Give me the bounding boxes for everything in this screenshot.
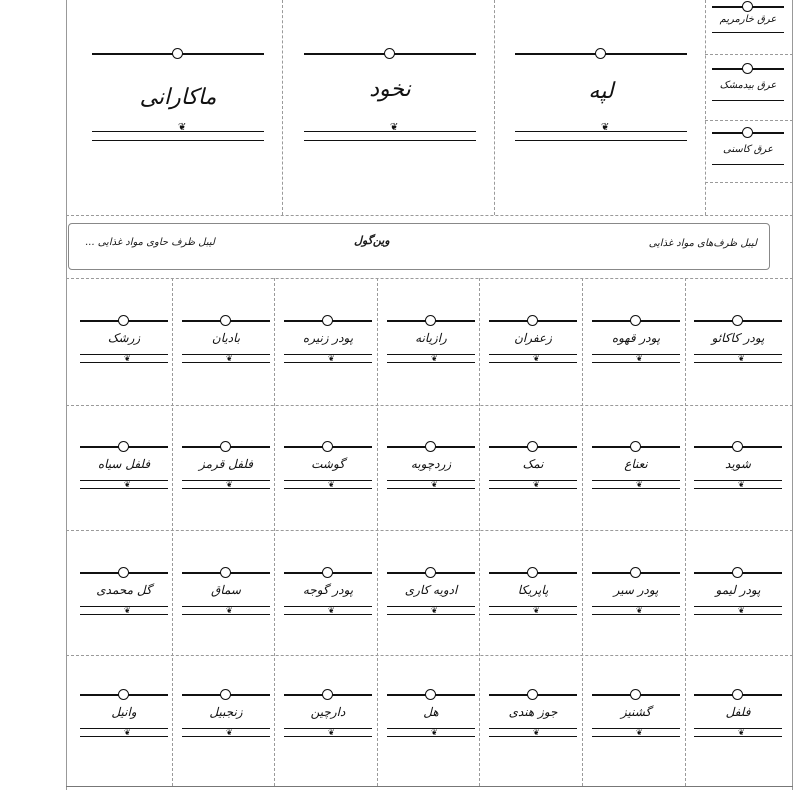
hang-ring-icon [742,1,753,12]
hang-ring-icon [732,315,743,326]
side-divider-1 [705,54,793,55]
label-name: ماکارانی [139,85,217,110]
grid-row-line [66,655,793,656]
hang-ring-icon [118,441,129,452]
grid-label [592,320,680,370]
sprig-icon: ❦ [533,606,540,615]
side-label [712,68,784,108]
label-name: جوز هندی [508,705,558,719]
sheet-right-border [792,0,793,790]
sprig-icon: ❦ [124,728,131,737]
sprig-icon: ❦ [178,122,187,133]
label-name: پودر قهوه [611,331,661,345]
grid-label [694,446,782,496]
sprig-icon: ❦ [636,354,643,363]
grid-label [489,572,577,622]
sprig-icon: ❦ [431,728,438,737]
label-name: عرق خارمریم [719,14,777,25]
hang-ring-icon [630,567,641,578]
sprig-icon: ❦ [533,728,540,737]
label-bottom-rule [304,140,476,141]
hang-ring-icon [732,689,743,700]
side-divider-2 [705,120,793,121]
sprig-icon: ❦ [533,480,540,489]
grid-col-line [274,278,275,786]
label-bottom-rule [92,140,264,141]
hang-ring-icon [384,48,395,59]
side-divider-3 [705,182,793,183]
label-name: پودر گوجه [302,583,354,597]
sheet-left-border [66,0,67,790]
hang-ring-icon [425,567,436,578]
top-label [92,53,264,143]
banner-right-text: لیبل ظرف‌های مواد غذایی [648,238,757,249]
label-bottom-rule [712,32,784,33]
grid-col-line [377,278,378,786]
grid-label [489,320,577,370]
banner-mid-text: وین‌گول [354,234,390,247]
grid-label [592,694,680,744]
grid-row-line [66,278,793,279]
sprig-icon: ❦ [431,480,438,489]
hang-ring-icon [527,315,538,326]
label-name: گوشت [311,457,345,471]
hang-ring-icon [630,689,641,700]
grid-col-line [582,278,583,786]
hang-ring-icon [742,63,753,74]
label-name: گل محمدی [96,583,152,597]
sprig-icon: ❦ [390,122,399,133]
label-name: عرق کاسنی [723,144,773,155]
label-name: زردچوبه [410,457,452,471]
hang-ring-icon [630,441,641,452]
hang-ring-icon [425,315,436,326]
grid-label [387,694,475,744]
hang-ring-icon [118,315,129,326]
top-divider-1 [282,0,283,215]
label-name: فلفل [725,705,751,719]
label-name: پاپریکا [517,583,549,597]
grid-label [182,320,270,370]
grid-col-line [685,278,686,786]
grid-label [694,572,782,622]
grid-label [489,694,577,744]
top-label [304,53,476,143]
info-banner [68,223,770,270]
sprig-icon: ❦ [738,354,745,363]
grid-label [694,694,782,744]
grid-col-line [479,278,480,786]
grid-label [387,572,475,622]
label-name: زعفران [514,331,552,345]
label-name: لپه [588,79,614,104]
grid-label [182,694,270,744]
label-name: وانیل [111,705,137,719]
hang-ring-icon [527,689,538,700]
label-name: گشنیز [620,705,652,719]
sprig-icon: ❦ [226,606,233,615]
label-name: دارچین [310,705,346,719]
grid-label [80,694,168,744]
grid-label [592,446,680,496]
top-section-bottom [66,215,793,216]
hang-ring-icon [732,567,743,578]
label-name: نعناع [624,457,648,471]
top-divider-2 [494,0,495,215]
hang-ring-icon [742,127,753,138]
grid-label [489,446,577,496]
hang-ring-icon [322,567,333,578]
label-name: بادیان [211,331,241,345]
sprig-icon: ❦ [328,606,335,615]
grid-label [284,694,372,744]
sprig-icon: ❦ [738,728,745,737]
label-name: پودر زنیره [302,331,354,345]
label-name: رازیانه [415,331,447,345]
sprig-icon: ❦ [738,606,745,615]
sprig-icon: ❦ [124,606,131,615]
sprig-icon: ❦ [431,354,438,363]
grid-row-line [66,530,793,531]
label-name: پودر سیر [613,583,659,597]
hang-ring-icon [172,48,183,59]
sprig-icon: ❦ [601,122,610,133]
label-name: سماق [211,583,241,597]
sprig-icon: ❦ [431,606,438,615]
hang-ring-icon [220,689,231,700]
label-name: شوید [725,457,751,471]
hang-ring-icon [322,315,333,326]
grid-label [182,446,270,496]
sprig-icon: ❦ [226,728,233,737]
grid-label [284,446,372,496]
hang-ring-icon [220,315,231,326]
grid-label [182,572,270,622]
side-label [712,6,784,46]
grid-row-line [66,405,793,406]
grid-label [80,320,168,370]
label-name: نمک [522,457,544,471]
hang-ring-icon [595,48,606,59]
grid-label [387,446,475,496]
label-name: هل [423,705,439,719]
grid-label [387,320,475,370]
sheet-bottom-border [66,786,793,787]
label-name: فلفل قرمز [198,457,254,471]
sprig-icon: ❦ [328,728,335,737]
label-name: پودر کاکائو [711,331,765,345]
hang-ring-icon [220,441,231,452]
hang-ring-icon [220,567,231,578]
grid-col-line [172,278,173,786]
label-name: پودر لیمو [715,583,761,597]
grid-label [80,446,168,496]
label-name: ادویه کاری [404,583,458,597]
sprig-icon: ❦ [533,354,540,363]
hang-ring-icon [425,689,436,700]
label-name: عرق بیدمشک [719,80,777,91]
label-name: زرشک [107,331,141,345]
label-name: نخود [369,77,411,102]
hang-ring-icon [527,441,538,452]
hang-ring-icon [425,441,436,452]
label-bottom-rule [712,100,784,101]
grid-label [284,572,372,622]
sprig-icon: ❦ [124,480,131,489]
hang-ring-icon [527,567,538,578]
label-name: فلفل سیاه [97,457,151,471]
label-name: زنجبیل [209,705,243,719]
banner-left-text: ... لیبل ظرف حاوی مواد غذایی [85,237,215,248]
sprig-icon: ❦ [636,480,643,489]
grid-label [694,320,782,370]
sprig-icon: ❦ [226,480,233,489]
grid-label [592,572,680,622]
hang-ring-icon [630,315,641,326]
sprig-icon: ❦ [124,354,131,363]
hang-ring-icon [118,689,129,700]
sprig-icon: ❦ [636,606,643,615]
sprig-icon: ❦ [226,354,233,363]
label-bottom-rule [712,164,784,165]
sprig-icon: ❦ [328,480,335,489]
grid-label [80,572,168,622]
sprig-icon: ❦ [636,728,643,737]
grid-label [284,320,372,370]
label-bottom-rule [515,140,687,141]
sprig-icon: ❦ [738,480,745,489]
hang-ring-icon [118,567,129,578]
hang-ring-icon [732,441,743,452]
sprig-icon: ❦ [328,354,335,363]
hang-ring-icon [322,441,333,452]
hang-ring-icon [322,689,333,700]
top-label [515,53,687,143]
side-label [712,132,784,172]
